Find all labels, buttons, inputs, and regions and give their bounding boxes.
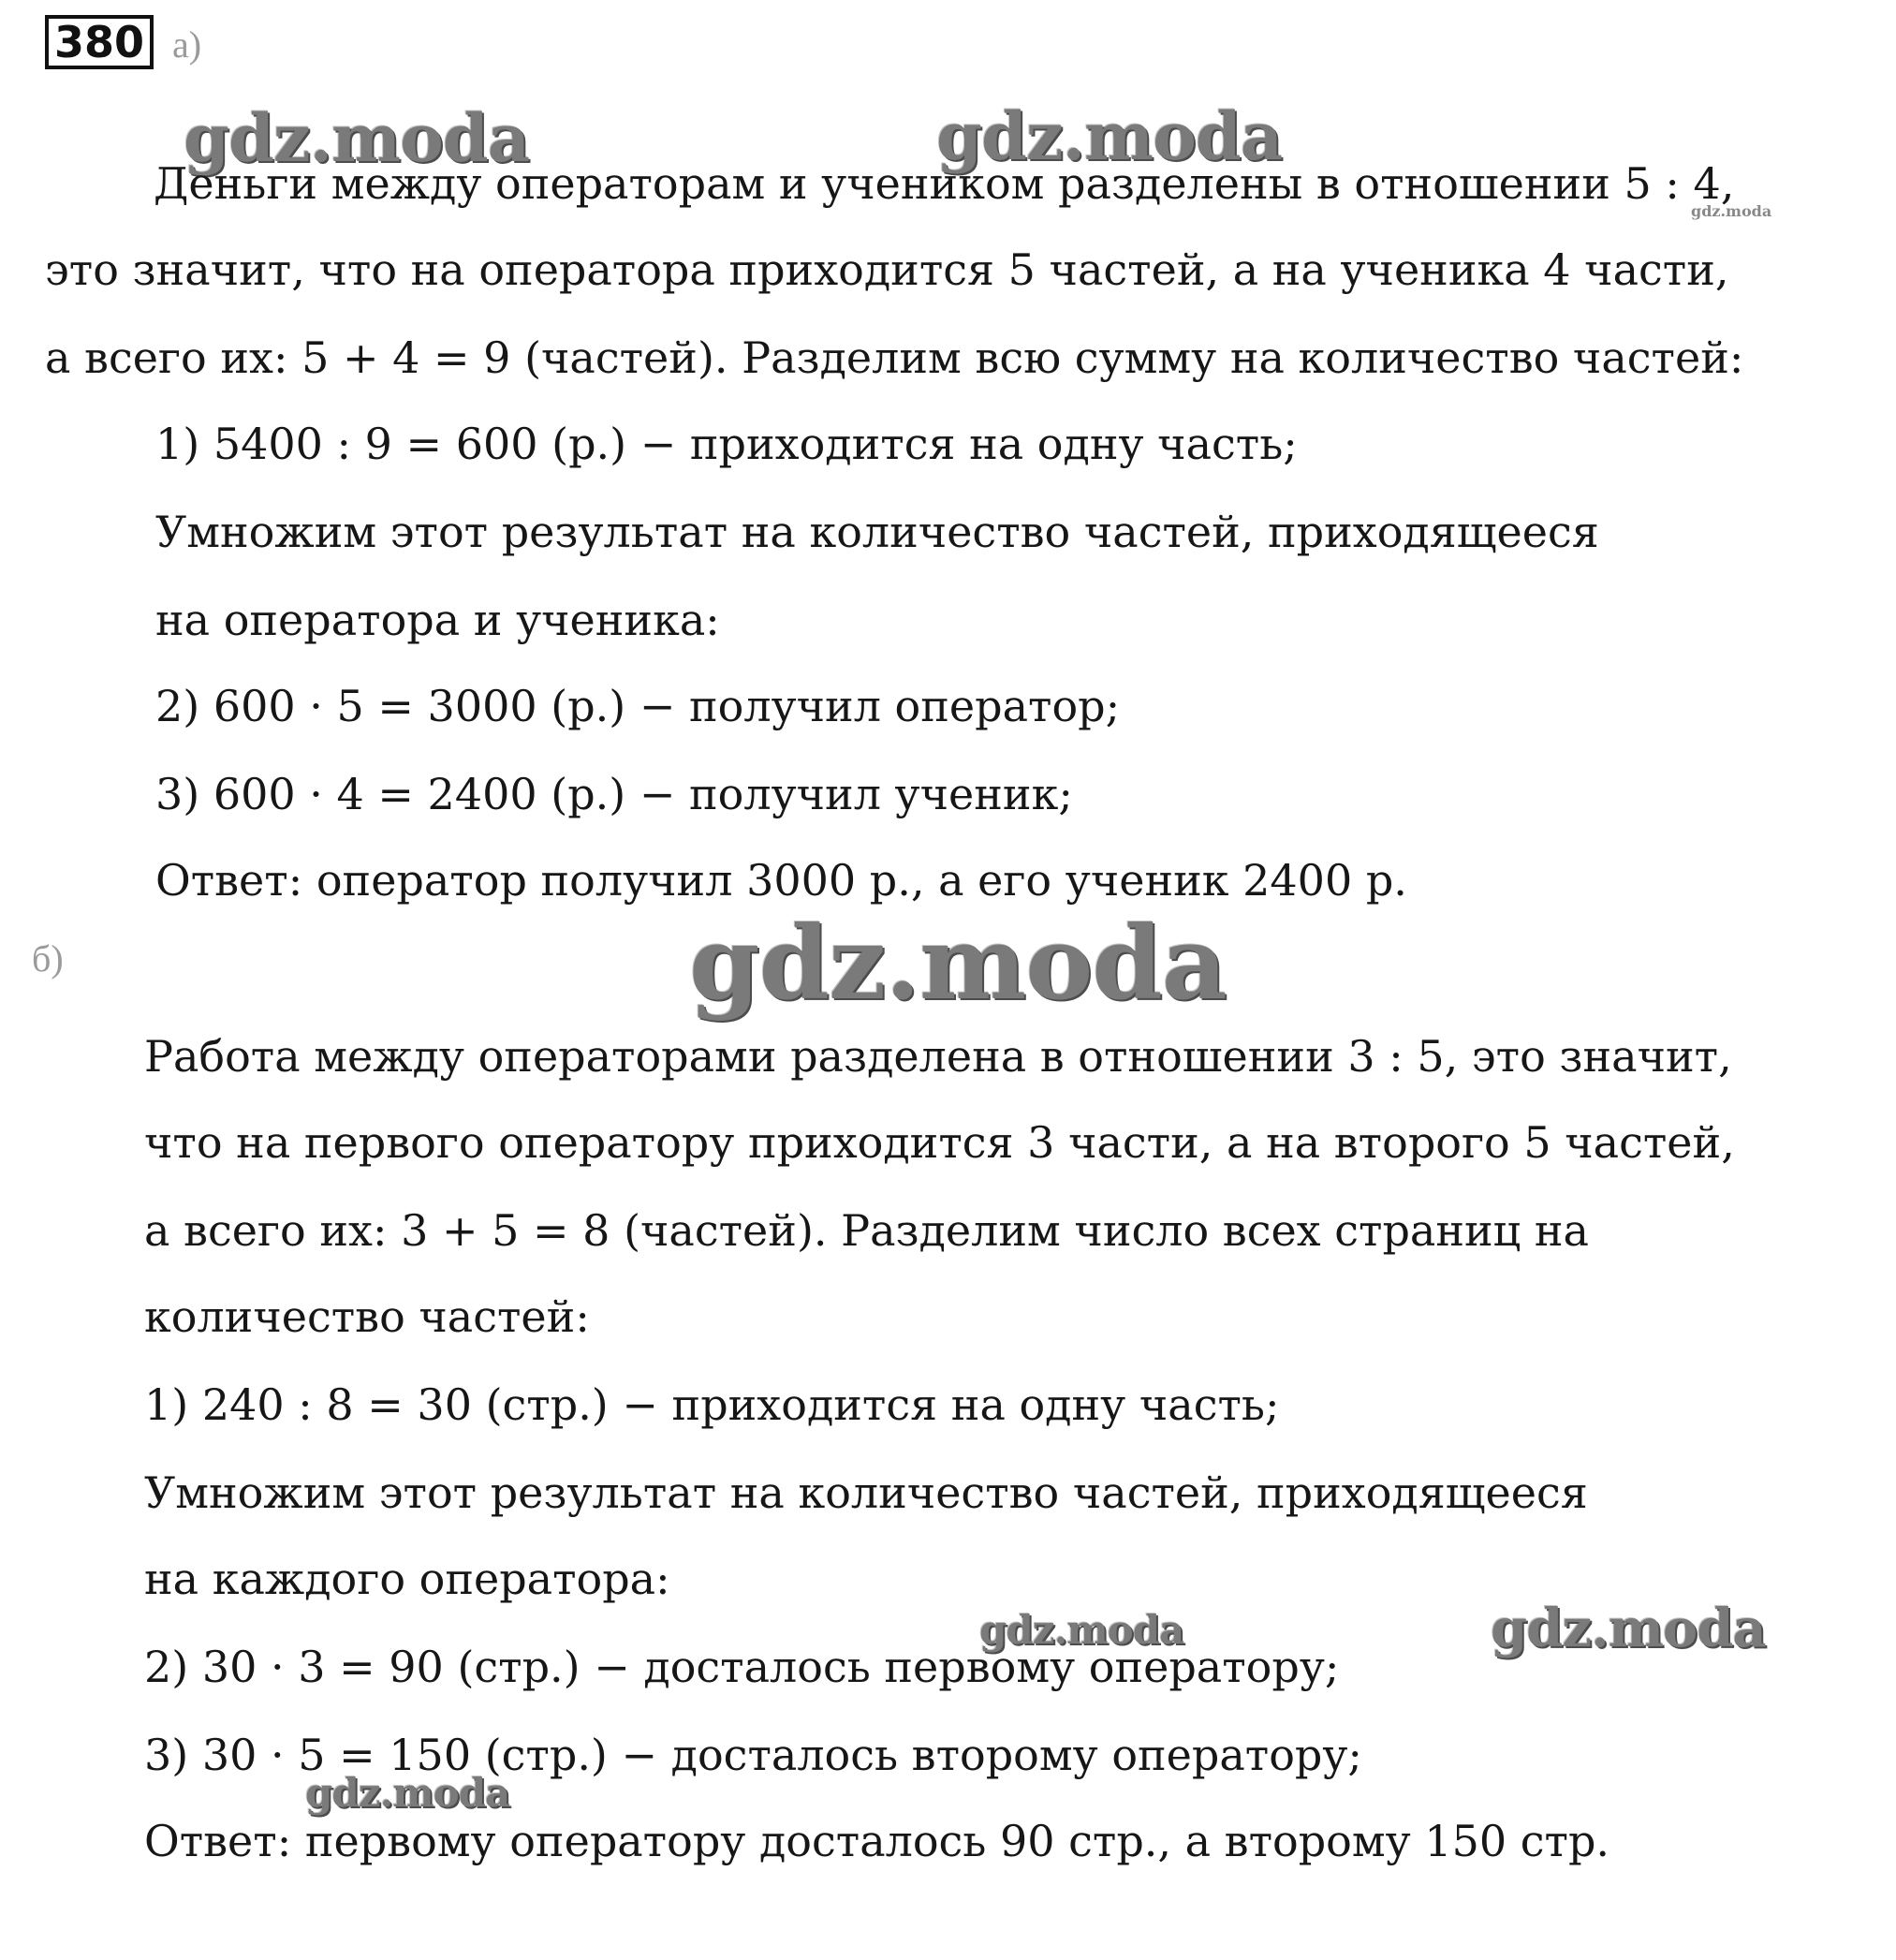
- part-a-line-1: Деньги между операторам и учеником разделены в отношении 5 : 4,: [154, 158, 1735, 209]
- part-a-line-6: на оператора и ученика:: [155, 595, 720, 645]
- watermark: gdz.moda: [305, 1770, 510, 1816]
- watermark: gdz.moda: [184, 99, 530, 177]
- part-a-line-2: это значит, что на оператора приходится 5 частей, а на ученика 4 части,: [45, 244, 1729, 295]
- part-b-label: б): [32, 937, 64, 980]
- part-b-line-2: что на первого оператору приходится 3 части, а на второго 5 частей,: [144, 1117, 1735, 1168]
- part-b-answer: Ответ: первому оператору досталось 90 стр., а второму 150 стр.: [144, 1816, 1610, 1866]
- problem-number: 380: [45, 15, 154, 69]
- part-b-line-1: Работа между операторами разделена в отношении 3 : 5, это значит,: [144, 1031, 1732, 1082]
- part-b-line-7: на каждого оператора:: [144, 1554, 670, 1604]
- watermark: gdz.moda: [689, 905, 1227, 1023]
- part-b-step-3: 3) 30 · 5 = 150 (стр.) − досталось второму оператору;: [144, 1730, 1362, 1780]
- part-a-label: а): [172, 23, 202, 66]
- part-b-step-1: 1) 240 : 8 = 30 (стр.) − приходится на одну часть;: [144, 1379, 1280, 1430]
- watermark: gdz.moda: [1691, 202, 1772, 220]
- watermark: gdz.moda: [979, 1607, 1184, 1653]
- part-a-line-5: Умножим этот результат на количество частей, приходящееся: [155, 507, 1599, 557]
- part-a-step-1: 1) 5400 : 9 = 600 (р.) − приходится на одну часть;: [155, 419, 1298, 469]
- watermark: gdz.moda: [1491, 1598, 1766, 1659]
- part-a-step-3: 3) 600 · 4 = 2400 (р.) − получил ученик;: [155, 769, 1073, 819]
- watermark: gdz.moda: [936, 97, 1283, 175]
- part-b-line-6: Умножим этот результат на количество частей, приходящееся: [144, 1467, 1588, 1518]
- part-a-answer: Ответ: оператор получил 3000 р., а его ученик 2400 р.: [155, 855, 1407, 906]
- part-b-line-4: количество частей:: [144, 1291, 590, 1342]
- part-a-line-3: а всего их: 5 + 4 = 9 (частей). Разделим всю сумму на количество частей:: [45, 332, 1744, 383]
- part-b-step-2: 2) 30 · 3 = 90 (стр.) − досталось первому оператору;: [144, 1642, 1340, 1692]
- part-b-line-3: а всего их: 3 + 5 = 8 (частей). Разделим число всех страниц на: [144, 1205, 1589, 1256]
- part-a-step-2: 2) 600 · 5 = 3000 (р.) − получил оператор;: [155, 681, 1121, 731]
